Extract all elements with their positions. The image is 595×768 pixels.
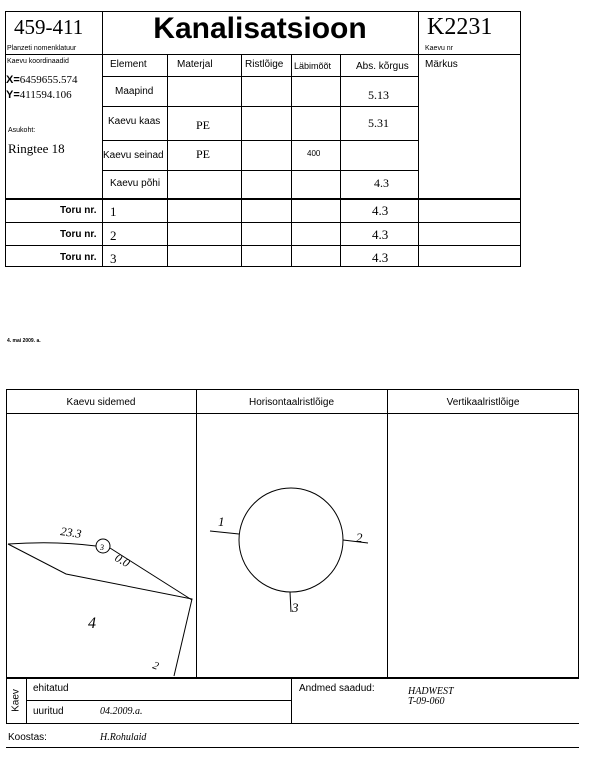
pipe-1-abs: 4.3 [372, 203, 389, 218]
pipe-3-number: 3 [110, 251, 117, 266]
table-col-line [418, 54, 419, 267]
header-sep-2 [418, 11, 419, 54]
footer-top-line [6, 678, 579, 679]
sketch-label-2: 3 [100, 543, 104, 552]
pipe-mark-3: 3 [292, 600, 299, 615]
pipe-2-number: 2 [110, 228, 117, 243]
table-line [102, 106, 418, 107]
row-kaevu-kaas-element: Kaevu kaas [108, 116, 161, 127]
row-kaevu-seinad-element: Kaevu seinad [103, 150, 164, 161]
nomenclature-value: 459-411 [14, 15, 84, 39]
data-from-value-2: T-09-060 [408, 696, 445, 707]
col-header-element: Element [110, 59, 147, 70]
compiled-underline [6, 747, 579, 748]
horizontal-section-sketch [196, 414, 387, 678]
table-col-line [167, 54, 168, 267]
coord-x-label: X= [6, 74, 20, 86]
coords-label: Kaevu koordinaadid [7, 58, 69, 65]
pipe-3-abs: 4.3 [372, 250, 389, 265]
compiled-value: H.Rohulaid [100, 732, 147, 743]
coord-x [6, 74, 78, 86]
row-kaevu-kaas-abs: 5.31 [368, 116, 389, 130]
pipe-mark-2: 2 [356, 530, 363, 545]
data-from-value-1: HADWEST [408, 686, 454, 697]
table-line [5, 245, 521, 246]
sketch-label-3: 0.0 [112, 550, 133, 571]
table-line [102, 76, 418, 77]
row-kaevu-kaas-material: PE [196, 118, 211, 132]
coord-x-value: 6459655.574 [19, 74, 78, 86]
footer-side-label: Kaev [10, 689, 22, 712]
surveyed-value: 04.2009.a. [100, 706, 143, 717]
surveyed-label: uuritud [33, 706, 64, 717]
table-line [102, 170, 418, 171]
pipe-mark-1: 1 [218, 514, 225, 529]
page-title: Kanalisatsioon [153, 12, 367, 45]
coord-y-value: 411594.106 [19, 89, 72, 101]
well-links-sketch [6, 414, 196, 678]
footer-mid-line [291, 678, 292, 723]
pipe-2-abs: 4.3 [372, 227, 389, 242]
drawings-col-links: Kaevu sidemed [66, 397, 136, 408]
col-header-cross-section: Ristlõige [245, 59, 284, 70]
col-header-diameter: Läbimõõt [294, 61, 332, 71]
coord-y-label: Y= [6, 89, 20, 101]
pipe-3-label: Toru nr. [60, 252, 97, 263]
pipe-2-label: Toru nr. [60, 229, 97, 240]
date-note: 4. mai 2009. a. [7, 338, 41, 344]
col-header-notes: Märkus [425, 59, 458, 70]
col-header-material: Materjal [177, 59, 213, 70]
row-maapind-element: Maapind [115, 86, 154, 97]
nomenclature-label: Planzeti nomenklatuur [7, 45, 77, 52]
row-kaevu-pohi-element: Kaevu põhi [110, 178, 161, 189]
well-number-value: K2231 [427, 14, 493, 40]
footer-row-line [26, 700, 291, 701]
sketch-label-4: 4 [88, 615, 96, 632]
drawings-col-line [387, 389, 388, 678]
table-line [5, 222, 521, 223]
row-kaevu-pohi-abs: 4.3 [374, 176, 389, 190]
sketch-label-5: 2 [150, 659, 161, 673]
location-value: Ringtee 18 [8, 141, 65, 156]
col-header-abs-height: Abs. kõrgus [356, 61, 409, 72]
row-kaevu-seinad-material: PE [196, 147, 211, 161]
built-label: ehitatud [33, 683, 69, 694]
sketch-label-1: 23.3 [59, 524, 83, 541]
well-number-label: Kaevu nr [425, 45, 454, 52]
pipe-1-label: Toru nr. [60, 205, 97, 216]
table-line [5, 198, 521, 200]
data-from-label: Andmed saadud: [299, 683, 375, 694]
row-maapind-abs: 5.13 [368, 88, 389, 102]
table-line [102, 140, 418, 141]
header-divider [5, 54, 521, 55]
table-col-line [241, 54, 242, 267]
row-kaevu-seinad-diameter: 400 [307, 149, 321, 158]
compiled-label: Koostas: [8, 732, 47, 743]
drawings-col-horizontal: Horisontaalristlõige [248, 397, 335, 408]
table-col-line [340, 54, 341, 267]
pipe-1-number: 1 [110, 204, 117, 219]
footer-bottom-line [6, 723, 579, 724]
table-col-line [291, 54, 292, 267]
coord-y [6, 89, 72, 101]
footer-side-line [6, 678, 7, 723]
location-label: Asukoht: [8, 127, 36, 134]
drawings-col-vertical: Vertikaalristlõige [446, 397, 520, 408]
